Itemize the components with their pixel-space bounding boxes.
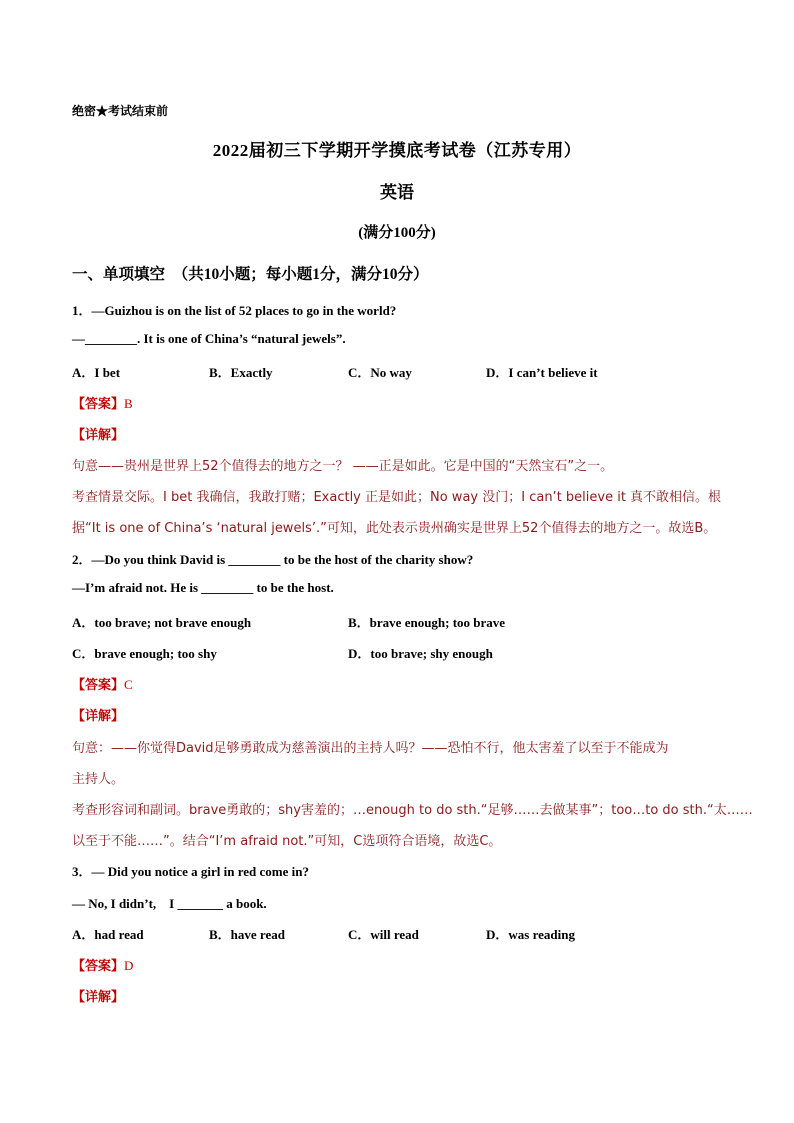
classified-label: 绝密★考试结束前 (72, 104, 169, 118)
answer-tag: 【答案】 (72, 959, 125, 974)
question-2-option-d: D．too brave; shy enough (348, 646, 493, 661)
exam-title: 2022届初三下学期开学摸底考试卷（江苏专用） (212, 141, 582, 160)
question-3-option-d: D．was reading (486, 927, 575, 942)
subject-title: 英语 (380, 183, 414, 202)
full-score: (满分100分) (358, 225, 436, 241)
answer-value: C (124, 677, 133, 692)
question-2-option-b: B．brave enough; too brave (348, 615, 506, 630)
question-2-stem: 2．—Do you think David is ________ to be the host of the charity show? (72, 552, 474, 567)
answer-value: D (124, 958, 134, 973)
question-1-option-d: D．I can’t believe it (486, 365, 598, 380)
question-1-reply: —________. It is one of China’s “natural jewels”. (72, 331, 346, 346)
question-2-option-c: C．brave enough; too shy (72, 646, 217, 661)
answer-value: B (124, 396, 133, 411)
section-heading: 一、单项填空 （共10小题；每小题1分，满分10分） (72, 266, 429, 283)
question-3-answer (72, 955, 133, 974)
question-2-detail-tag: 【详解】 (72, 709, 125, 724)
question-1-stem: 1．—Guizhou is on the list of 52 places to go in the world? (72, 303, 397, 318)
question-2-option-a: A．too brave; not brave enough (72, 615, 252, 630)
question-1-detail-line: 据“It is one of China’s ‘natural jewels’.”可知，此处表示贵州确实是世界上52个值得去的地方之一。故选B。 (72, 521, 717, 536)
question-3-detail-tag: 【详解】 (72, 990, 125, 1005)
question-1-option-c: C．No way (348, 365, 412, 380)
question-3-option-a: A．had read (72, 927, 144, 942)
question-1-detail-line: 句意——贵州是世界上52个值得去的地方之一？ ——正是如此。它是中国的“天然宝石”之一。 (72, 459, 614, 474)
question-2-detail-line: 主持人。 (72, 772, 125, 787)
answer-tag: 【答案】 (72, 678, 125, 693)
question-2-answer (72, 674, 133, 693)
question-1-detail-tag: 【详解】 (72, 428, 125, 443)
question-1-answer (72, 393, 133, 412)
question-1-option-b: B．Exactly (209, 365, 273, 380)
question-2-detail-line: 考查形容词和副词。brave勇敢的；shy害羞的；…enough to do sth.“足够……去做某事”；too…to do sth.“太…… (72, 803, 753, 818)
question-1-option-a: A．I bet (72, 365, 121, 380)
question-3-reply: — No, I didn’t, I _______ a book. (72, 896, 267, 911)
question-1-detail-line: 考查情景交际。I bet 我确信，我敢打赌；Exactly 正是如此；No way 没门；I can’t believe it 真不敢相信。根 (72, 490, 722, 505)
answer-tag: 【答案】 (72, 397, 125, 412)
question-2-detail-line: 句意：——你觉得David足够勇敢成为慈善演出的主持人吗？——恐怕不行，他太害羞了以至于不能成为 (72, 741, 669, 756)
question-2-detail-line: 以至于不能……”。结合“I’m afraid not.”可知，C选项符合语境，故选C。 (72, 834, 502, 849)
question-2-reply: —I’m afraid not. He is ________ to be the host. (72, 580, 334, 595)
question-3-option-b: B．have read (209, 927, 285, 942)
question-3-stem: 3．— Did you notice a girl in red come in? (72, 864, 310, 879)
question-3-option-c: C．will read (348, 927, 419, 942)
